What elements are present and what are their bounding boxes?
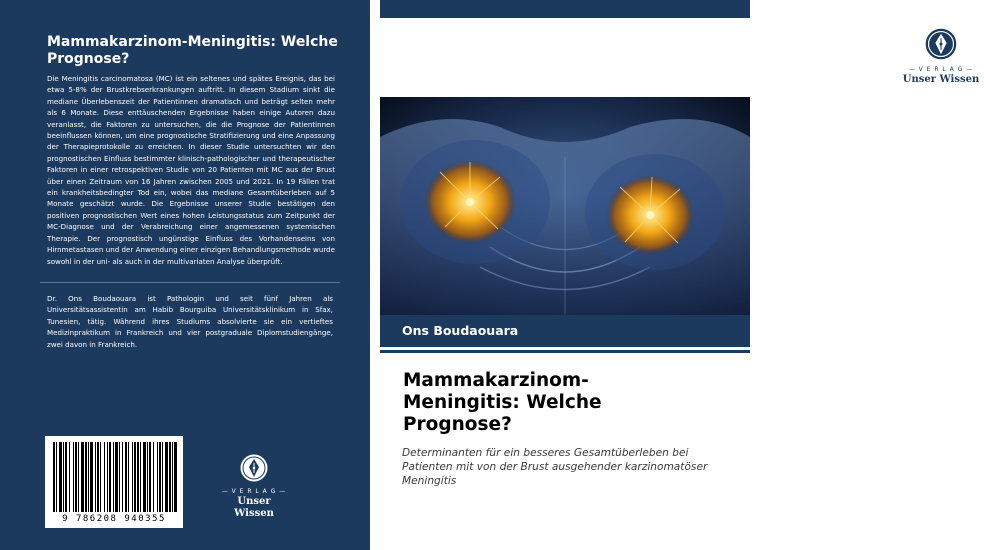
barcode-bar — [165, 442, 168, 512]
barcode-number: 9 786208 940355 — [62, 514, 166, 524]
barcode-bar — [73, 442, 74, 512]
barcode-bar — [107, 442, 108, 512]
barcode-bar — [75, 442, 77, 512]
barcode-bar — [159, 442, 161, 512]
publisher-tag: — V E R L A G — — [908, 66, 974, 73]
barcode-bar — [59, 442, 62, 512]
barcode-bar — [134, 442, 136, 512]
cover-illustration — [380, 97, 750, 315]
barcode-bar — [95, 442, 96, 512]
front-cover-title: Mammakarzinom-Meningitis: Welche Prognose? — [403, 370, 602, 435]
barcode-bar — [109, 442, 111, 512]
author-band — [380, 315, 750, 347]
barcode-bar — [172, 442, 173, 512]
pen-nib-icon — [924, 27, 958, 61]
barcode-bar — [128, 442, 129, 512]
barcode-bar — [53, 442, 55, 512]
barcode-bar — [122, 442, 123, 512]
barcode-bar — [140, 442, 141, 512]
back-cover — [0, 0, 370, 550]
back-cover-title: Mammakarzinom-Meningitis: Welche Prognose? — [47, 34, 338, 67]
author-name: Ons Boudaouara — [402, 323, 519, 338]
barcode-bar — [174, 442, 177, 512]
barcode-bar — [157, 442, 158, 512]
barcode-bar — [85, 442, 87, 512]
barcode-bar — [88, 442, 89, 512]
barcode-bar — [100, 442, 101, 512]
barcode-bar — [119, 442, 120, 512]
divider — [380, 350, 750, 353]
barcode-bar — [143, 442, 146, 512]
top-band — [380, 0, 750, 18]
barcode-bar — [149, 442, 151, 512]
barcode-bar — [65, 442, 67, 512]
barcode-bar — [115, 442, 118, 512]
barcode-bar — [97, 442, 99, 512]
barcode-bar — [78, 442, 79, 512]
barcode-bar — [137, 442, 139, 512]
front-cover-subtitle: Determinanten für ein besseres Gesamtüberleben bei Patienten mit von der Brust ausgehender karzinomatöser Meningitis — [402, 447, 708, 487]
barcode-bar — [81, 442, 84, 512]
barcode-bars — [51, 442, 177, 512]
barcode-bar — [63, 442, 64, 512]
barcode-bar — [56, 442, 57, 512]
pen-nib-icon — [239, 453, 269, 483]
barcode-bar — [125, 442, 127, 512]
publisher-name: Unser Wissen — [234, 496, 274, 519]
front-cover — [380, 0, 980, 550]
divider — [40, 282, 340, 283]
publisher-logo-back — [217, 453, 291, 520]
publisher-logo-front — [898, 27, 984, 86]
barcode-bar — [132, 442, 133, 512]
barcode-bar — [69, 442, 70, 512]
barcode-bar — [113, 442, 114, 512]
barcode-bar — [153, 442, 154, 512]
abstract-text: Die Meningitis carcinomatosa (MC) ist ein seltenes und spätes Ereignis, das bei etwa 5-8% der Brustkrebserkrankungen auftritt. In diesem Stadium sinkt die mediane Überlebenszeit der Patientinnen dramatisch und beträgt selten mehr als 6 Monate. Diese enttäuschenden Ergebnisse haben einige Autoren dazu veranlasst, die Faktoren zu untersuchen, die die Prognose der Patientinnen beeinflussen können, um eine prognostische Stratifizierung und eine Anpassung der Therapieprotokolle zu erreichen. In dieser Studie untersuchten wir den prognostischen Einfluss bestimmter klinisch-pathologischer und therapeutischer Faktoren in einer retrospektiven Studie von 20 Patienten mit MC aus der Brust über einen Zeitraum von 16 Jahren zwischen 2005 und 2021. In 19 Fällen trat ein krankheitsbedingter Tod ein, wobei das mediane Gesamtüberleben auf 5 Monate geschätzt wurde. Die Ergebnisse unserer Studie bestätigen den positiven prognostischen Wert eines hohen Leistungsstatus zum Zeitpunkt der MC-Diagnose und der Verabreichung einer angemessenen systemischen Therapie. Der prognostisch ungünstige Einfluss des Vorhandenseins von Hirnmetastasen und der Anwendung einer einzigen Behandlungsmethode wurde sowohl in der uni- als auch in der multivariaten Analyse überprüft. — [47, 74, 335, 266]
barcode-bar — [162, 442, 163, 512]
author-bio: Dr. Ons Boudaouara ist Pathologin und seit fünf Jahren als Universitätsassistentin am Habib Bourguiba Universitätsklinikum in Sfax, Tunesien, tätig. Während ihres Studiums absolvierte sie ein vertieftes Medizinpraktikum in Frankreich und vier postgraduale Diplomstudiengänge, zwei davon in Frankreich. — [47, 294, 333, 349]
barcode-bar — [147, 442, 148, 512]
barcode-bar — [104, 442, 105, 512]
barcode-bar — [169, 442, 171, 512]
publisher-name: Unser Wissen — [902, 74, 980, 85]
spine — [370, 0, 380, 550]
barcode-bar — [90, 442, 93, 512]
barcode — [45, 436, 183, 528]
publisher-tag: — V E R L A G — — [221, 488, 287, 495]
